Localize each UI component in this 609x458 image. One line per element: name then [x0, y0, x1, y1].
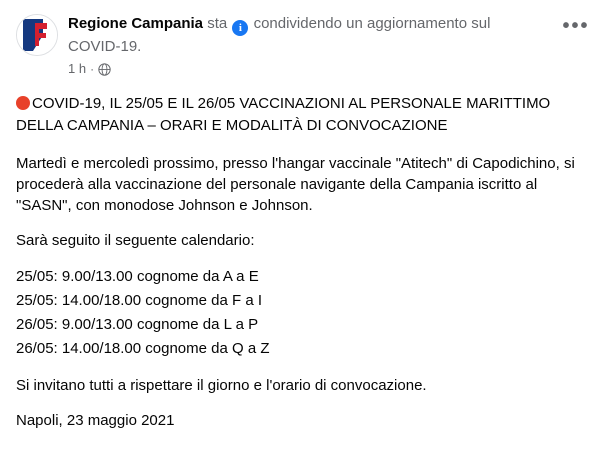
post-body — [16, 93, 593, 431]
schedule-item: 26/05: 9.00/13.00 cognome da L a P — [16, 316, 259, 333]
avatar[interactable] — [16, 14, 58, 56]
timestamp[interactable]: 1 h — [68, 61, 87, 76]
meta-separator: · — [90, 62, 95, 76]
red-circle-icon — [16, 96, 30, 110]
share-text-after: condividendo un — [253, 15, 363, 32]
post-paragraph-3: Si invitano tutti a rispettare il giorno e l'orario di convocazione. — [16, 377, 427, 394]
post-header-text — [68, 12, 538, 77]
info-icon: i — [232, 20, 248, 36]
schedule-list — [16, 265, 593, 361]
more-options-button[interactable]: ••• — [562, 15, 590, 37]
page-name[interactable]: Regione Campania — [68, 15, 204, 32]
post-headline-text: COVID-19, IL 25/05 E IL 26/05 VACCINAZIONI AL PERSONALE MARITTIMO DELLA CAMPANIA – ORARI E MODALITÀ DI CONVOCAZIONE — [16, 95, 551, 134]
post-paragraph-4: Napoli, 23 maggio 2021 — [16, 412, 175, 429]
post-headline — [16, 93, 593, 137]
post-paragraph-2: Sarà seguito il seguente calendario: — [16, 232, 255, 249]
post-header — [16, 12, 593, 77]
schedule-item: 26/05: 14.00/18.00 cognome da Q a Z — [16, 340, 270, 357]
post-meta — [68, 61, 538, 77]
share-text-before: sta — [207, 15, 228, 32]
schedule-item: 25/05: 14.00/18.00 cognome da F a I — [16, 292, 263, 309]
post-paragraph-1: Martedì e mercoledì prossimo, presso l'hangar vaccinale "Atitech" di Capodichino, si procederà alla vaccinazione del personale navigante della Campania iscritto al "SASN", con monodose Johnson e Johnson. — [16, 155, 579, 214]
schedule-item: 25/05: 9.00/13.00 cognome da A a E — [16, 268, 259, 285]
globe-icon — [98, 63, 111, 76]
share-text-line2: aggiornamento sul COVID-19. — [68, 15, 491, 55]
